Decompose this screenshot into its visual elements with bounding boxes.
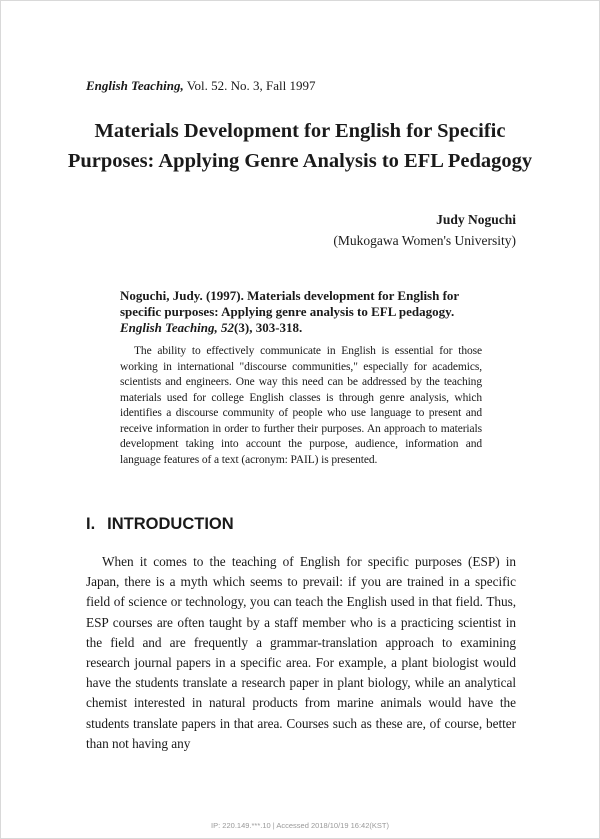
access-footer: IP: 220.149.***.10 | Accessed 2018/10/19 16:42(KST): [211, 821, 389, 830]
author-affiliation: (Mukogawa Women's University): [333, 233, 516, 248]
title-line-2: Purposes: Applying Genre Analysis to EFL Pedagogy: [67, 150, 533, 172]
author-name: Judy Noguchi: [436, 212, 516, 227]
journal-header: [86, 78, 315, 94]
abstract: The ability to effectively communicate in English is essential for those working in international "discourse communities," especially for academics, scientists and engineers. One way this need can be addressed by the teaching materials used for college English classes is through genre analysis, which identifies a discourse community of people who use language to present and receive information in order to further their purposes. An approach to materials development taking into account the purpose, audience, information and language features of a text (acronym: PAIL) is presented.: [120, 345, 482, 466]
section-number: I.: [86, 515, 96, 533]
citation: [120, 288, 490, 336]
section-title: INTRODUCTION: [107, 515, 234, 533]
journal-issue: Vol. 52. No. 3, Fall 1997: [183, 78, 316, 93]
paper-title: [40, 116, 560, 176]
citation-pages: (3), 303-318.: [234, 320, 303, 335]
body-paragraph: When it comes to the teaching of English for specific purposes (ESP) in Japan, there is a myth which seems to prevail: if you are trained in a specific field of science or technology, you can teach the English used in that field. Thus, ESP courses are often taught by a staff member who is a practicing scientist in the field and are frequently a grammar-translation approach to examining research journal papers in a specific area. For example, a plant biologist would have the students translate a research paper in plant biology, while an analytical chemist interested in natural products from marine animals would have the students translate papers in that area. Courses such as these are, of course, better than not having any: [86, 554, 516, 751]
section-heading: [86, 515, 234, 534]
journal-name: English Teaching,: [86, 78, 184, 93]
citation-text: Noguchi, Judy. (1997). Materials development for English for specific purposes: Applying genre analysis to EFL pedagogy.: [120, 288, 459, 319]
citation-journal: English Teaching, 52: [120, 320, 235, 335]
title-line-1: Materials Development for English for Specific: [94, 120, 506, 142]
author-block: [333, 209, 516, 251]
